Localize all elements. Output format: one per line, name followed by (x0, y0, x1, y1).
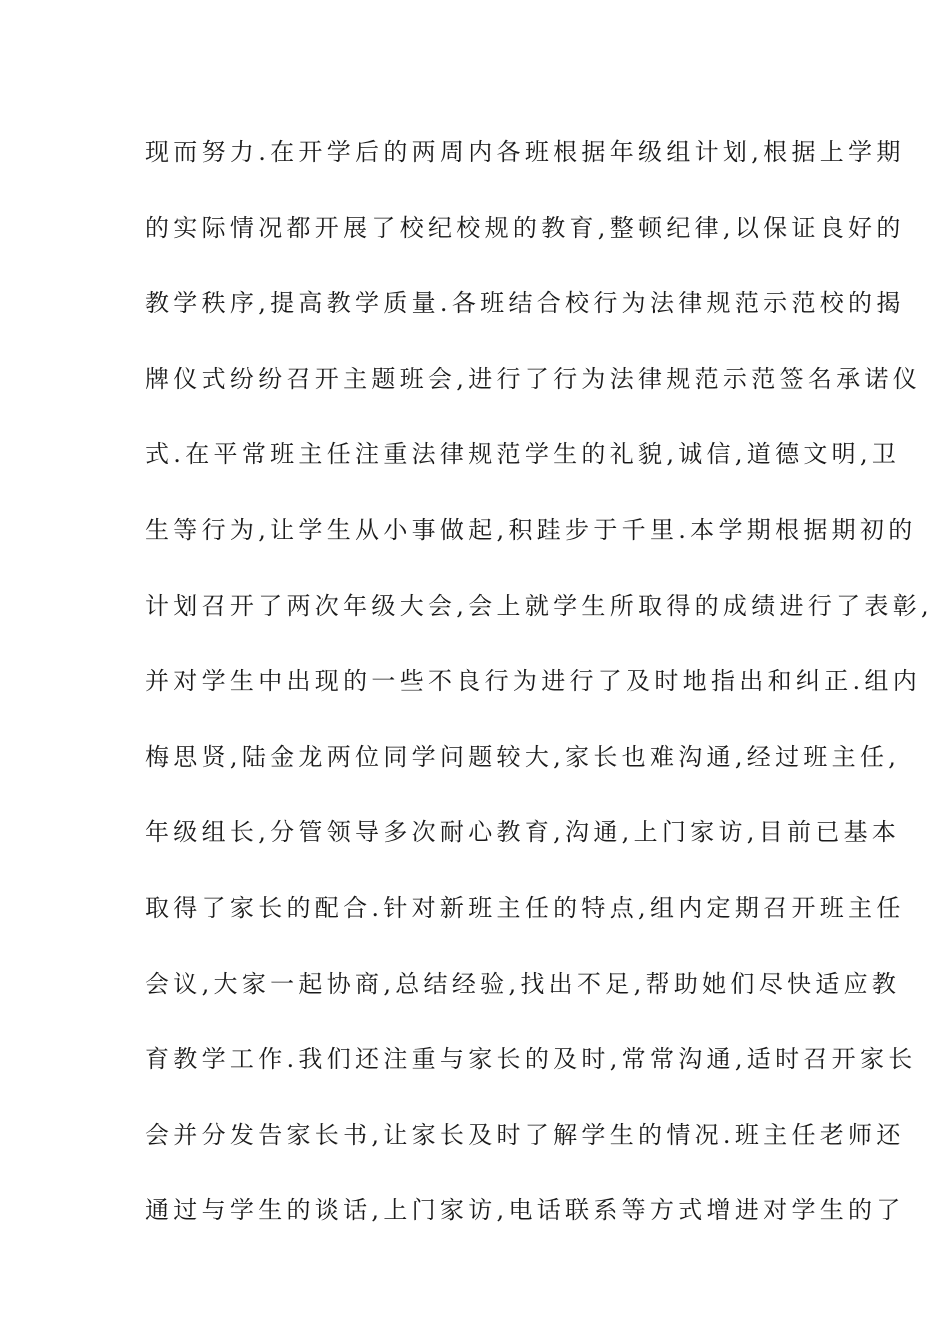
text-line: 取得了家长的配合.针对新班主任的特点,组内定期召开班主任 (145, 893, 905, 922)
body-text (145, 134, 933, 1268)
text-line: 式.在平常班主任注重法律规范学生的礼貌,诚信,道德文明,卫 (145, 440, 901, 469)
text-line: 会并分发告家长书,让家长及时了解学生的情况.班主任老师还 (145, 1120, 905, 1149)
text-line: 会议,大家一起协商,总结经验,找出不足,帮助她们尽快适应教 (145, 969, 901, 998)
text-line: 计划召开了两次年级大会,会上就学生所取得的成绩进行了表彰, (145, 591, 933, 620)
text-line: 现而努力.在开学后的两周内各班根据年级组计划,根据上学期 (145, 138, 905, 166)
text-line: 教学秩序,提高教学质量.各班结合校行为法律规范示范校的揭 (145, 289, 905, 318)
text-line: 并对学生中出现的一些不良行为进行了及时地指出和纠正.组内 (145, 667, 922, 696)
text-line: 年级组长,分管领导多次耐心教育,沟通,上门家访,目前已基本 (145, 818, 901, 847)
text-line: 梅思贤,陆金龙两位同学问题较大,家长也难沟通,经过班主任, (145, 742, 901, 771)
text-line: 牌仪式纷纷召开主题班会,进行了行为法律规范示范签名承诺仪 (145, 364, 922, 393)
text-line: 的实际情况都开展了校纪校规的教育,整顿纪律,以保证良好的 (145, 213, 905, 242)
text-line: 育教学工作.我们还注重与家长的及时,常常沟通,适时召开家长 (145, 1045, 917, 1074)
text-line: 生等行为,让学生从小事做起,积跬步于千里.本学期根据期初的 (145, 515, 917, 544)
text-line: 通过与学生的谈话,上门家访,电话联系等方式增进对学生的了 (145, 1196, 905, 1225)
